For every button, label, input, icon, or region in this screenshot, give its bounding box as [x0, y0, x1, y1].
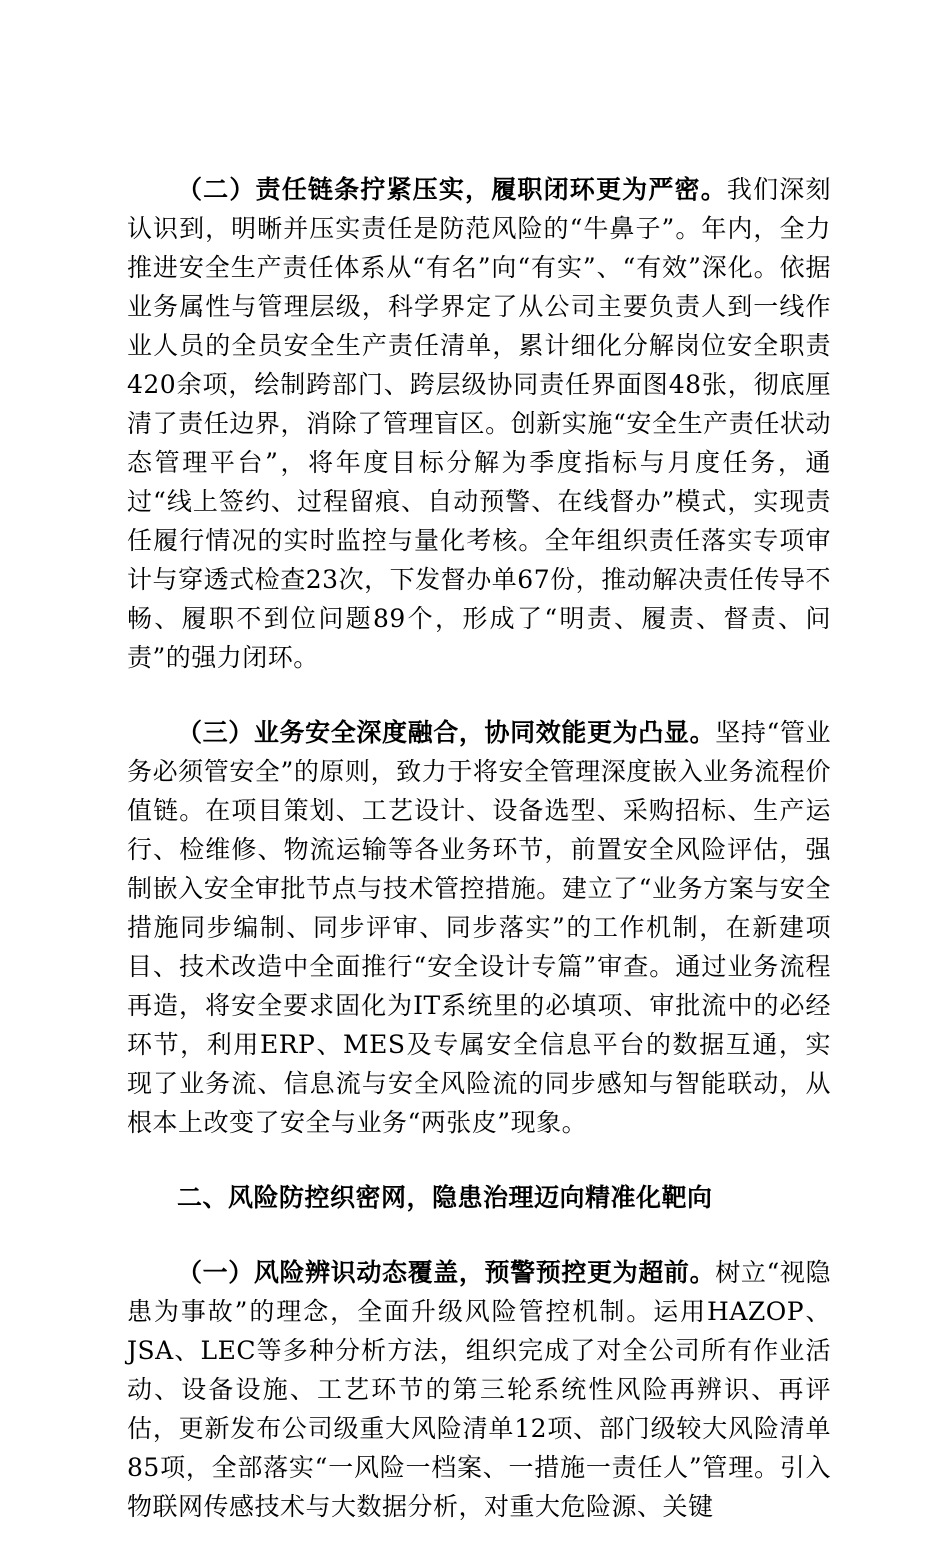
paragraph-lead: （一）风险辨识动态覆盖，预警预控更为超前。 — [177, 1258, 716, 1287]
paragraph-risk-identification — [127, 1253, 831, 1526]
paragraph-lead: （三）业务安全深度融合，协同效能更为凸显。 — [177, 718, 716, 747]
paragraph-business-safety-integration — [127, 713, 831, 1142]
paragraph-responsibility-chain — [127, 170, 831, 677]
paragraph-text: 我们深刻认识到，明晰并压实责任是防范风险的“牛鼻子”。年内，全力推进安全生产责任体系从“有名”向“有实”、“有效”深化。依据业务属性与管理层级，科学界定了从公司主要负责人到一线作业人员的全员安全生产责任清单，累计细化分解岗位安全职责420余项，绘制跨部门、跨层级协同责任界面图48张，彻底厘清了责任边界，消除了管理盲区。创新实施“安全生产责任状动态管理平台”，将年度目标分解为季度指标与月度任务，通过“线上签约、过程留痕、自动预警、在线督办”模式，实现责任履行情况的实时监控与量化考核。全年组织责任落实专项审计与穿透式检查23次，下发督办单67份，推动解决责任传导不畅、履职不到位问题89个，形成了“明责、履责、督责、问责”的强力闭环。 — [127, 175, 831, 672]
document-body — [127, 170, 831, 1562]
paragraph-text: 树立“视隐患为事故”的理念，全面升级风险管控机制。运用HAZOP、JSA、LEC等多种分析方法，组织完成了对全公司所有作业活动、设备设施、工艺环节的第三轮系统性风险再辨识、再评估，更新发布公司级重大风险清单12项、部门级较大风险清单85项，全部落实“一风险一档案、一措施一责任人”管理。引入物联网传感技术与大数据分析，对重大危险源、关键 — [127, 1258, 831, 1521]
paragraph-text: 坚持“管业务必须管安全”的原则，致力于将安全管理深度嵌入业务流程价值链。在项目策划、工艺设计、设备选型、采购招标、生产运行、检维修、物流运输等各业务环节，前置安全风险评估，强制嵌入安全审批节点与技术管控措施。建立了“业务方案与安全措施同步编制、同步评审、同步落实”的工作机制，在新建项目、技术改造中全面推行“安全设计专篇”审查。通过业务流程再造，将安全要求固化为IT系统里的必填项、审批流中的必经环节，利用ERP、MES及专属安全信息平台的数据互通，实现了业务流、信息流与安全风险流的同步感知与智能联动，从根本上改变了安全与业务“两张皮”现象。 — [127, 718, 831, 1137]
paragraph-lead: （二）责任链条拧紧压实，履职闭环更为严密。 — [177, 175, 727, 204]
section-heading: 二、风险防控织密网，隐患治理迈向精准化靶向 — [177, 1183, 713, 1212]
